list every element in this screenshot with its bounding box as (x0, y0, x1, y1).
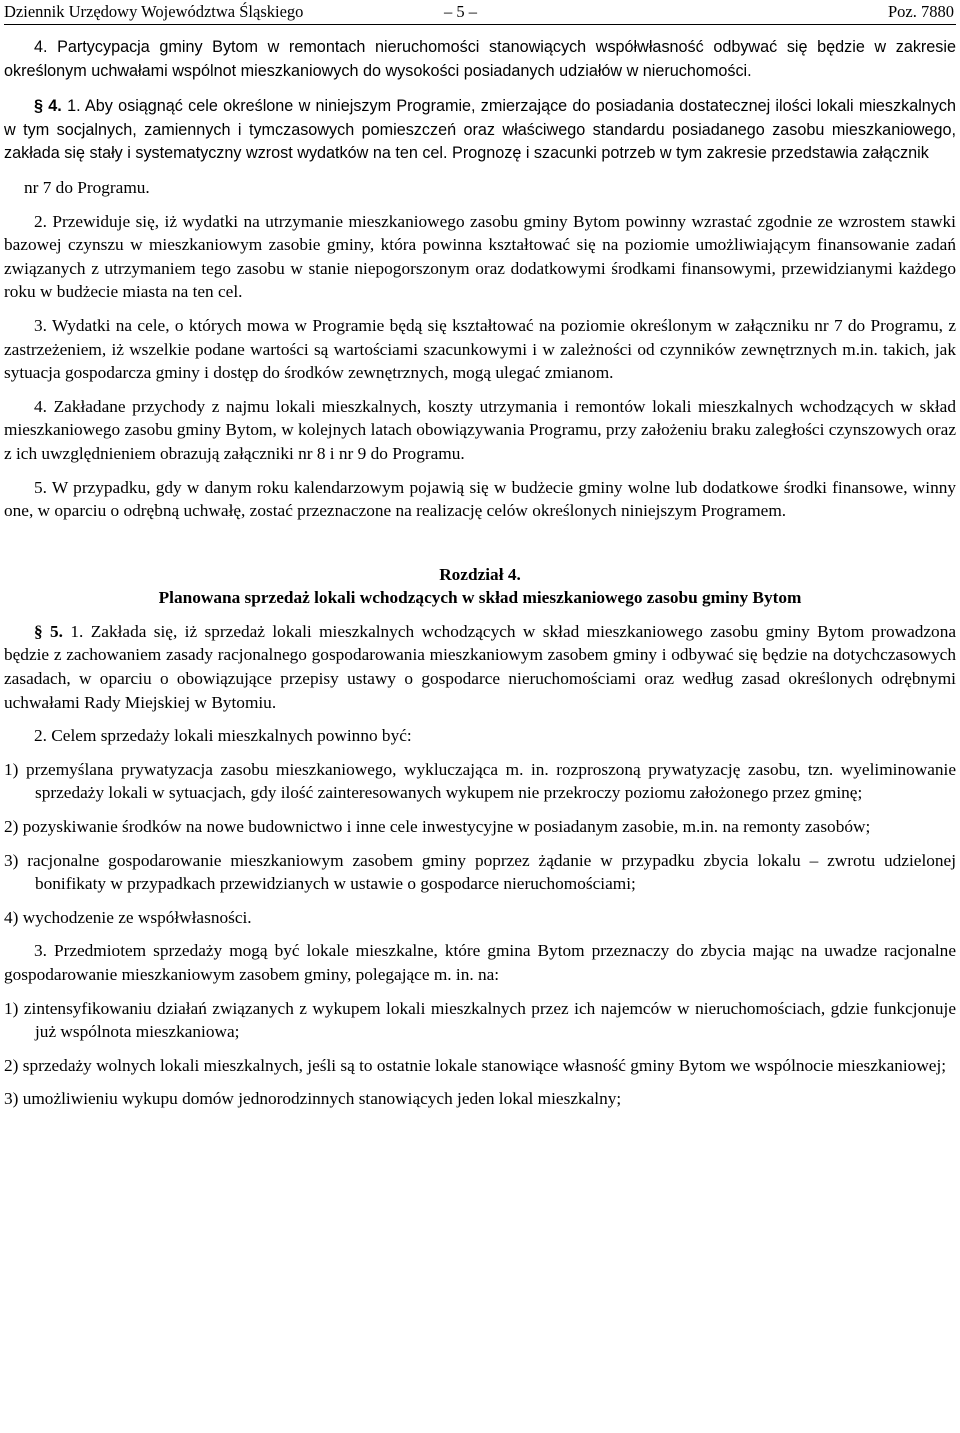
section-5-paragraph-3: 3. Przedmiotem sprzedaży mogą być lokale mieszkalne, które gmina Bytom przeznaczy do zbycia mając na uwadze racjonalne gospodarowanie mieszkaniowym zasobem gminy, polegające m. in. na: (4, 941, 956, 984)
section-4-paragraph-4: 4. Zakładane przychody z najmu lokali mieszkalnych, koszty utrzymania i remontów lokali mieszkalnych wchodzących w skład mieszkaniowego zasobu gminy Bytom, w kolejnych latach obowiązywania Programu, przy założeniu braku zaległości czynszowych oraz z ich uwzględnieniem obrazują załączniki nr 8 i nr 9 do Programu. (4, 396, 956, 463)
page-header (4, 0, 956, 25)
section-4-paragraph-5: 5. W przypadku, gdy w danym roku kalendarzowym pojawią się w budżecie gminy wolne lub dodatkowe środki finansowe, winny one, w oparciu o odrębną uchwałę, zostać przeznaczone na realizację celów określonych niniejszym Programem. (4, 477, 956, 521)
list-item: 3) racjonalne gospodarowanie mieszkaniowym zasobem gminy poprzez żądanie w przypadku zbycia lokalu – zwrotu udzielonej bonifikaty w przypadkach przewidzianych w ustawie o gospodarce nieruchomościami; (4, 850, 956, 894)
chapter-label: Rozdział 4. (439, 564, 521, 584)
section-5-paragraph-2: 2. Celem sprzedaży lokali mieszkalnych powinno być: (34, 726, 412, 746)
list-item: 3) umożliwieniu wykupu domów jednorodzinnych stanowiących jeden lokal mieszkalny; (4, 1089, 622, 1109)
section-4-paragraph-2: 2. Przewiduje się, iż wydatki na utrzymanie mieszkaniowego zasobu gminy Bytom powinny wzrastać zgodnie ze wzrostem stawki bazowej czynszu w mieszkaniowym zasobie gminy, która powinna kształtować się na poziomie umożliwiającym finansowanie zadań związanych z utrzymaniem tego zasobu w stanie niepogorszonym oraz dodatkowymi środkami finansowymi, przewidzianymi każdego roku w budżecie miasta na ten cel. (4, 211, 956, 302)
chapter-title: Planowana sprzedaż lokali wchodzących w skład mieszkaniowego zasobu gminy Bytom (158, 588, 802, 608)
section-5-p1-text: 1. Zakłada się, iż sprzedaż lokali mieszkalnych wchodzących w skład mieszkaniowego zasobu gminy Bytom prowadzona będzie z zachowaniem zasady racjonalnego gospodarowania mieszkaniowym zasobem gminy i odbywać się będzie na dotychczasowych zasadach, w oparciu o obowiązujące przepisy ustawy o gospodarce nieruchomościami oraz według zasad określonych odrębnymi uchwałami Rady Miejskiej w Bytomiu. (4, 621, 957, 712)
list-item: 2) pozyskiwanie środków na nowe budownictwo i inne cele inwestycyjne w posiadanym zasobie, m.in. na remonty zasobów; (4, 817, 871, 837)
section-5-number: § 5. (34, 621, 63, 641)
list-item: 4) wychodzenie ze współwłasności. (4, 907, 252, 927)
list-item: 1) przemyślana prywatyzacja zasobu mieszkaniowego, wykluczająca m. in. rozproszoną prywatyzację zasobu, tzn. wyeliminowanie sprzedaży lokali w sytuacjach, gdy ilość zainteresowanych wykupem nie przekroczy poziomu założonego przez gminę; (4, 759, 956, 803)
section-4-paragraph-3: 3. Wydatki na cele, o których mowa w Programie będą się kształtować na poziomie określonym w załączniku nr 7 do Programu, z zastrzeżeniem, iż wszelkie podane wartości są wartościami szacunkowymi i w zależności od czynników zewnętrznych m.in. takich, jak sytuacja gospodarcza gminy i dostęp do środków zewnętrznych, mogą ulegać zmianom. (4, 315, 956, 383)
document-body (4, 36, 956, 1111)
section-5-paragraph-1 (4, 620, 956, 714)
section-4-p1-text: 1. Aby osiągnąć cele określone w niniejszym Programie, zmierzające do posiadania dostatecznej ilości lokali mieszkalnych w tym socjalnych, zamiennych i tymczasowych pomieszczeń oraz właściwego standardu posiadanego zasobu mieszkaniowego, zakłada się stały i systematyczny wzrost wydatków na ten cel. Prognozę i szacunki potrzeb w tym zakresie przedstawia załącznik (4, 97, 956, 163)
section-4-paragraph-1 (4, 95, 956, 166)
section-4-number: § 4. (34, 97, 62, 116)
position-number: Poz. 7880 (888, 2, 954, 21)
section-4-paragraph-1-tail: nr 7 do Programu. (24, 177, 150, 197)
list-item: 1) zintensyfikowaniu działań związanych z wykupem lokali mieszkalnych przez ich najemców w nieruchomościach, gdzie funkcjonuje już wspólnota mieszkaniowa; (4, 998, 956, 1042)
journal-title: Dziennik Urzędowy Województwa Śląskiego (4, 2, 304, 21)
list-item: 2) sprzedaży wolnych lokali mieszkalnych, jeśli są to ostatnie lokale stanowiące własność gminy Bytom we wspólnocie mieszkaniowej; (4, 1055, 947, 1075)
paragraph-top-4: 4. Partycypacja gminy Bytom w remontach nieruchomości stanowiących współwłasność odbywać się będzie w zakresie określonym uchwałami wspólnot mieszkaniowych do wysokości posiadanych udziałów w nieruchomości. (4, 38, 956, 80)
page-number: – 5 – (444, 2, 477, 21)
